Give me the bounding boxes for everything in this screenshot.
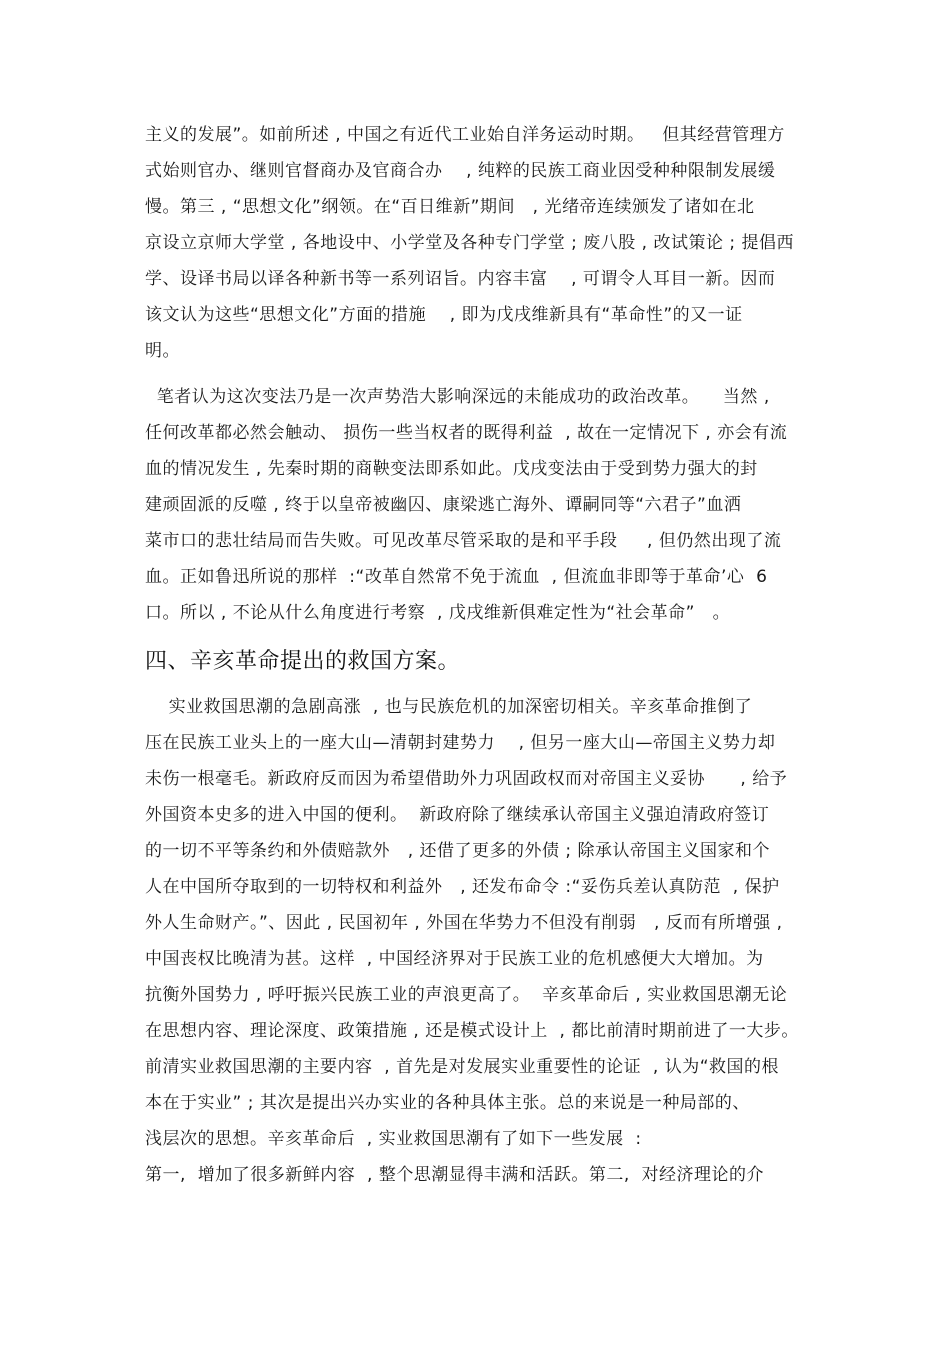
text-line: 第一, 增加了很多新鲜内容 , 整个思潮显得丰满和活跃。第二, 对经济理论的介	[145, 1165, 765, 1185]
text-line: 压在民族工业头上的一座大山—清朝封建势力 , 但另一座大山—帝国主义势力却	[145, 733, 776, 753]
text-line: 抗衡外国势力 , 呼吁振兴民族工业的声浪更高了。 辛亥革命后 , 实业救国思潮无论	[145, 985, 788, 1005]
text-line: 中国丧权比晚清为甚。这样 , 中国经济界对于民族工业的危机感便大大增加。为	[145, 949, 764, 969]
text-line: 学、设译书局以译各种新书等一系列诏旨。内容丰富 , 可谓令人耳目一新。因而	[145, 269, 776, 289]
text-line: 本在于实业” ; 其次是提出兴办实业的各种具体主张。总的来说是一种局部的、	[145, 1093, 750, 1113]
text-line: 血的情况发生 , 先秦时期的商鞅变法即系如此。戊戌变法由于受到势力强大的封	[145, 459, 758, 479]
text-line: 的一切不平等条约和外债赔款外 , 还借了更多的外债 ; 除承认帝国主义国家和个	[145, 841, 771, 861]
text-line: 血。正如鲁迅所说的那样 :“改革自然常不免于流血 , 但流血非即等于革命’心 6	[145, 567, 768, 587]
text-line: 在思想内容、理论深度、政策措施 , 还是模式设计上 , 都比前清时期前进了一大步。	[145, 1021, 799, 1041]
text-line: 京设立京师大学堂 , 各地设中、小学堂及各种专门学堂 ; 废八股 , 改试策论 ; 提倡西	[145, 233, 794, 253]
text-line: 式始则官办、继则官督商办及官商合办 , 纯粹的民族工商业因受种种限制发展缓	[145, 161, 776, 181]
text-line: 慢。第三 , “思想文化”纲领。在“百日维新”期间 , 光绪帝连续颁发了诸如在北	[145, 197, 755, 217]
text-line: 口。所以 , 不论从什么角度进行考察 , 戊戌维新俱难定性为“社会革命” 。	[145, 603, 731, 623]
section-heading: 四、辛亥革命提出的救国方案。	[145, 649, 461, 674]
text-line: 建顽固派的反噬 , 终于以皇帝被幽囚、康梁逃亡海外、谭嗣同等“六君子”血洒	[145, 495, 742, 515]
text-line: 笔者认为这次变法乃是一次声势浩大影响深远的未能成功的政治改革。 当然 ,	[145, 387, 770, 407]
text-line: 浅层次的思想。辛亥革命后 , 实业救国思潮有了如下一些发展 :	[145, 1129, 642, 1149]
text-line: 外国资本史多的进入中国的便利。 新政府除了继续承认帝国主义强迫清政府签订	[145, 805, 770, 825]
text-line: 该文认为这些“思想文化”方面的措施 , 即为戊戌维新具有“革命性”的又一证	[145, 305, 743, 325]
text-line: 未伤一根毫毛。新政府反而因为希望借助外力巩固政权而对帝国主义妥协 , 给予	[145, 769, 788, 789]
text-line: 外人生命财产。”、因此 , 民国初年 , 外国在华势力不但没有削弱 , 反而有所增强 ,	[145, 913, 783, 933]
text-line: 菜市口的悲壮结局而告失败。可见改革尽管采取的是和平手段 , 但仍然出现了流	[145, 531, 782, 551]
text-line: 明。	[145, 341, 180, 361]
text-line: 任何改革都必然会触动、 损伤一些当权者的既得利益 , 故在一定情况下 , 亦会有流	[145, 423, 788, 443]
text-line: 前清实业救国思潮的主要内容 , 首先是对发展实业重要性的论证 , 认为“救国的根	[145, 1057, 780, 1077]
text-line: 实业救国思潮的急剧高涨 , 也与民族危机的加深密切相关。辛亥革命推倒了	[145, 697, 753, 717]
text-line: 主义的发展”。如前所述 , 中国之有近代工业始自洋务运动时期。 但其经营管理方	[145, 125, 785, 145]
text-line: 人在中国所夺取到的一切特权和利益外 , 还发布命令 :“妥伤兵差认真防范 , 保护	[145, 877, 780, 897]
